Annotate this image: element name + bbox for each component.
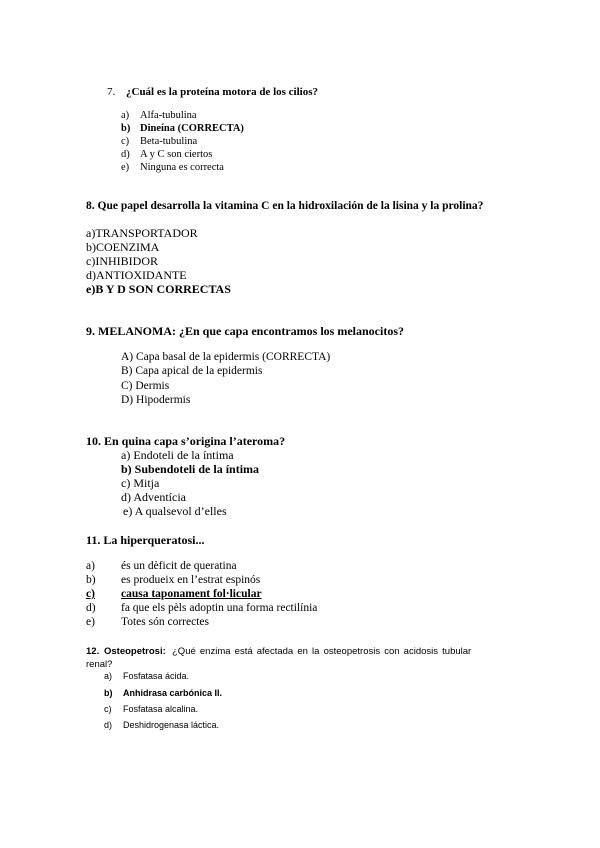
q11-option-letter: b) (86, 574, 96, 586)
q12-question-cont: renal? (86, 659, 113, 670)
q12-option-letter: c) (104, 704, 112, 714)
q8-option-correct: e)B Y D SON CORRECTAS (86, 282, 231, 296)
q10-option-correct: b) Subendoteli de la íntima (121, 462, 260, 476)
q11-question: 11. La hiperqueratosi... (86, 533, 205, 547)
q12-topic: Osteopetrosi: (104, 646, 166, 657)
q10-option: e) A qualsevol d’elles (123, 504, 227, 518)
q9-option: D) Hipodermis (121, 394, 191, 406)
q10-option: a) Endoteli de la íntima (121, 448, 234, 462)
q8-option: c)INHIBIDOR (86, 254, 158, 268)
q9-option: A) Capa basal de la epidermis (CORRECTA) (121, 351, 331, 363)
q8-option: d)ANTIOXIDANTE (86, 268, 187, 282)
q10-option: c) Mitja (121, 476, 160, 490)
q7-option-text: Beta-tubulina (140, 136, 198, 147)
q7-option-letter: a) (121, 110, 130, 121)
q11-option-text: es produeix en l’estrat espinós (121, 574, 261, 586)
q12-option-text: Deshidrogenasa láctica. (123, 720, 220, 730)
q11-option-letter: e) (86, 616, 95, 628)
q9-question: 9. MELANOMA: ¿En que capa encontramos los melanocitos? (86, 324, 404, 338)
q7-option-letter: c) (121, 136, 130, 147)
q11-option-letter: a) (86, 560, 95, 572)
q12-option-letter: a) (104, 671, 113, 681)
q12-option-letter: d) (104, 720, 113, 730)
q7-question: ¿Cuál es la proteína motora de los cilios? (126, 86, 318, 98)
q8-option: a)TRANSPORTADOR (86, 226, 198, 240)
q9-option: C) Dermis (121, 380, 170, 392)
q7-option-text: Ninguna es correcta (140, 162, 224, 173)
q12-question: ¿Qué enzima está afectada en la osteopetrosis con acidosis tubular (172, 646, 472, 657)
q11-option-letter-correct: c) (86, 588, 95, 600)
q11-option-text: fa que els pèls adoptin una forma rectilínia (121, 602, 318, 614)
q10-question: 10. En quina capa s’origina l’ateroma? (86, 434, 286, 448)
q11-option-text: és un dèficit de queratina (121, 560, 237, 572)
q12-option-text-correct: Anhidrasa carbónica II. (123, 688, 223, 698)
q7-number: 7. (107, 86, 116, 98)
q10-option: d) Adventícia (121, 490, 186, 504)
q12-option-letter: b) (104, 688, 113, 698)
q9-option: B) Capa apical de la epidermis (121, 365, 263, 377)
q11-option-text-correct: causa taponament fol·licular (121, 588, 262, 600)
q12-option-text: Fosfatasa alcalina. (123, 704, 199, 714)
q7-option-text: Alfa-tubulina (140, 110, 197, 121)
q11-option-letter: d) (86, 602, 96, 614)
q7-option-letter: d) (121, 149, 130, 160)
q12-option-text: Fosfatasa ácida. (123, 671, 190, 681)
q8-question: 8. Que papel desarrolla la vitamina C en la hidroxilación de la lisina y la prolina? (86, 200, 484, 212)
q7-option-letter: e) (121, 162, 130, 173)
q7-option-text-correct: Dineína (CORRECTA) (140, 123, 244, 134)
q12-number: 12. (86, 646, 100, 657)
q7-option-letter: b) (121, 123, 131, 134)
q7-option-text: A y C son ciertos (140, 149, 213, 160)
q8-option: b)COENZIMA (86, 240, 160, 254)
q11-option-text: Totes són correctes (121, 616, 209, 628)
